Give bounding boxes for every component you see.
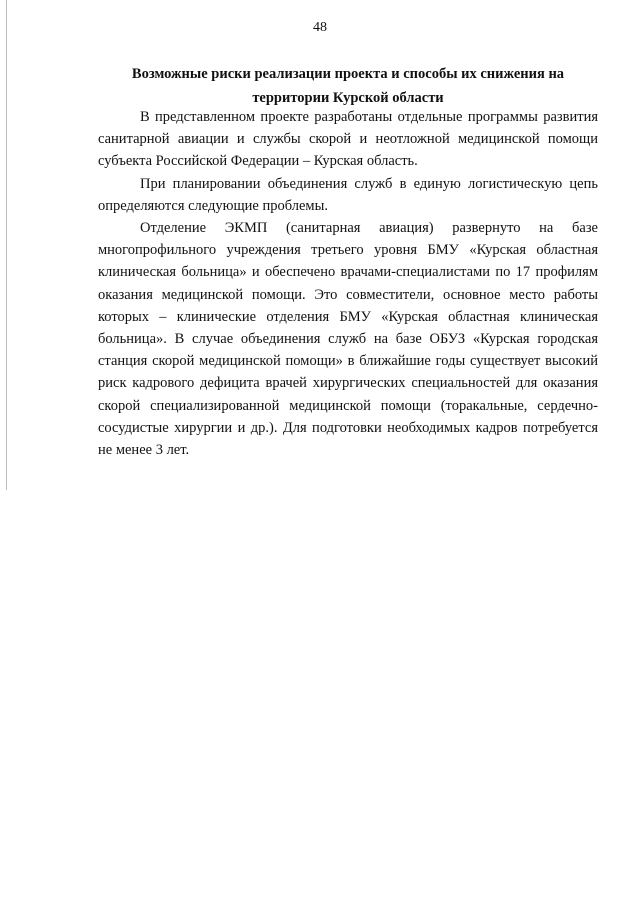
- paragraph-1: В представленном проекте разработаны отдельные программы развития санитарной авиации и службы скорой и неотложной медицинской помощи субъекта Российской Федерации – Курская область.: [98, 109, 598, 170]
- scan-margin-line: [6, 0, 7, 490]
- section-heading: [98, 62, 598, 110]
- page-number: 48: [313, 20, 327, 35]
- body-text: [98, 106, 598, 461]
- paragraph-3: Отделение ЭКМП (санитарная авиация) развернуто на базе многопрофильного учреждения третьего уровня БМУ «Курская областная клиническая больница» и обеспечено врачами-специалистами по 17 профилям оказания медицинской помощи. Это совместители, основное место работы которых – клинические отделения БМУ «Курская областная клиническая больница». В случае объединения служб на базе ОБУЗ «Курская городская станция скорой медицинской помощи» в ближайшие годы существует высокий риск кадрового дефицита врачей хирургических специальностей для оказания скорой специализированной медицинской помощи (торакальные, сердечно-сосудистые хирургии и др.). Для подготовки необходимых кадров потребуется не менее 3 лет.: [98, 220, 598, 459]
- paragraph-2: При планировании объединения служб в единую логистическую цепь определяются следующие проблемы.: [98, 175, 598, 214]
- heading-line-1: Возможные риски реализации проекта и способы их снижения на: [131, 66, 565, 82]
- heading-line-2: территории Курской области: [252, 90, 444, 106]
